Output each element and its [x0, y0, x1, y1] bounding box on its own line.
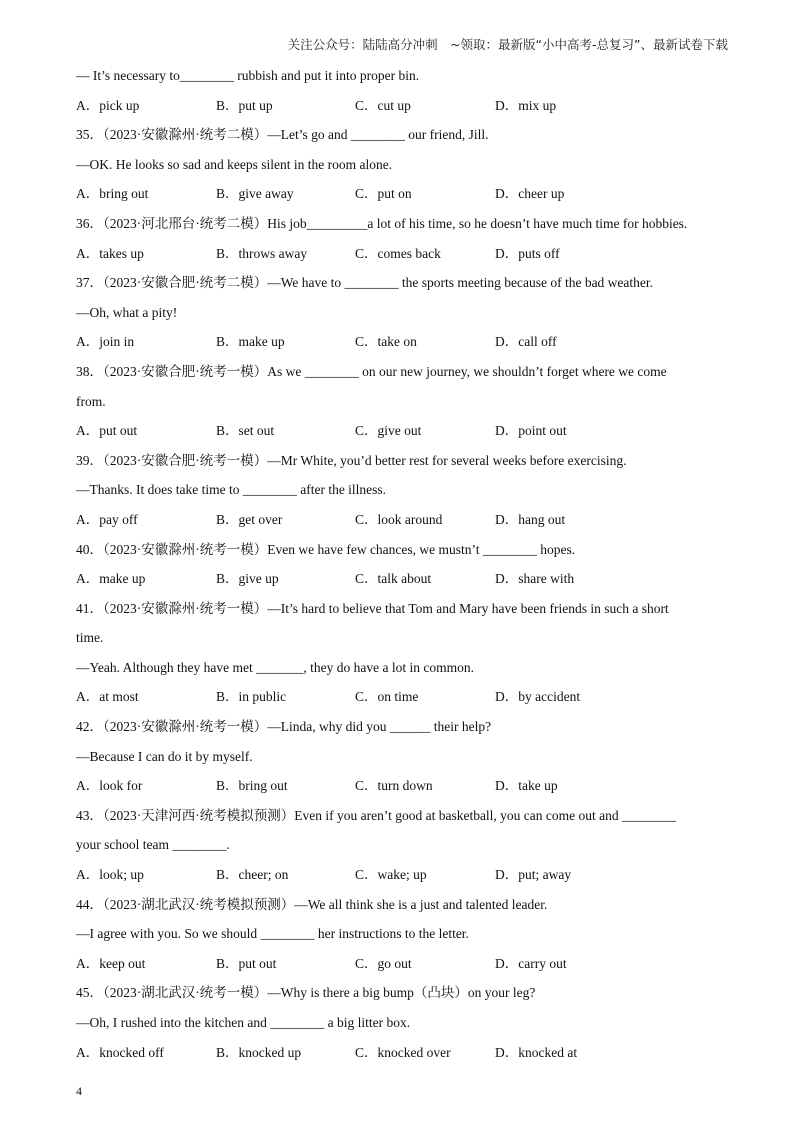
question-text: your school team ________.: [76, 837, 230, 853]
answer-option-c: C．look around: [355, 511, 443, 527]
question-text: 36．（2023·河北邢台·统考二模）His job_________a lot of his time, so he doesn’t have much time for hobbies.: [76, 215, 688, 231]
page-header: 关注公众号：陆陆高分冲刺 ~领取：最新版“小中高考-总复习”、最新试卷下载: [287, 37, 728, 52]
answer-option-c: C．talk about: [355, 571, 432, 587]
answer-option-a: A．look for: [76, 778, 143, 794]
answer-option-a: A．at most: [76, 689, 139, 705]
answer-options: [76, 564, 736, 594]
answer-option-a: A．pick up: [76, 97, 140, 113]
question-block: [76, 268, 736, 357]
answer-options: [76, 949, 736, 979]
answer-option-a: A．bring out: [76, 186, 149, 202]
answer-option-d: D．by accident: [495, 689, 581, 705]
answer-option-b: B．cheer; on: [216, 867, 289, 883]
question-text: from.: [76, 393, 106, 409]
answer-option-c: C．put on: [355, 186, 412, 202]
question-text: 39．（2023·安徽合肥·统考一模）—Mr White, you’d better rest for several weeks before exercising.: [76, 452, 627, 468]
answer-option-d: D．knocked at: [495, 1044, 578, 1060]
question-text: 42．（2023·安徽滁州·统考一模）—Linda, why did you ______ their help?: [76, 719, 492, 735]
answer-option-c: C．give out: [355, 423, 422, 439]
answer-option-b: B．throws away: [216, 245, 308, 261]
question-text: —Oh, I rushed into the kitchen and ________ a big litter box.: [76, 1015, 411, 1030]
answer-option-c: C．knocked over: [355, 1044, 451, 1060]
question-block: [76, 209, 736, 268]
answer-option-b: B．put up: [216, 97, 273, 113]
question-text: 38．（2023·安徽合肥·统考一模）As we ________ on our new journey, we shouldn’t forget where we come: [76, 363, 667, 379]
question-block: [76, 712, 736, 801]
question-block: [76, 120, 736, 209]
answer-option-b: B．set out: [216, 423, 275, 439]
answer-options: [76, 1038, 736, 1068]
question-block: [76, 801, 736, 890]
answer-option-d: D．puts off: [495, 245, 560, 261]
answer-option-d: D．take up: [495, 778, 558, 794]
question-list: [76, 61, 736, 1067]
answer-option-c: C．turn down: [355, 778, 433, 794]
answer-option-a: A．pay off: [76, 511, 138, 527]
answer-option-b: B．in public: [216, 689, 287, 705]
answer-options: [76, 682, 736, 712]
answer-options: [76, 179, 736, 209]
answer-option-d: D．put; away: [495, 867, 572, 883]
answer-option-b: B．bring out: [216, 778, 288, 794]
answer-options: [76, 860, 736, 890]
answer-option-a: A．join in: [76, 334, 135, 350]
question-block: [76, 535, 736, 594]
question-text: —I agree with you. So we should ________ her instructions to the letter.: [76, 926, 469, 942]
answer-options: [76, 239, 736, 269]
answer-option-b: B．knocked up: [216, 1044, 302, 1060]
answer-option-d: D．cheer up: [495, 186, 565, 202]
question-text: 35．（2023·安徽滁州·统考二模）—Let’s go and ________ our friend, Jill.: [76, 127, 489, 143]
page-number: 4: [76, 1084, 82, 1098]
answer-option-d: D．share with: [495, 571, 575, 587]
answer-options: [76, 505, 736, 535]
answer-option-d: D．mix up: [495, 97, 557, 113]
question-block: [76, 446, 736, 535]
question-text: 45．（2023·湖北武汉·统考一模）—Why is there a big bump（凸块）on your leg?: [76, 985, 536, 1001]
answer-option-c: C．comes back: [355, 245, 441, 261]
answer-option-c: C．wake; up: [355, 867, 427, 883]
question-text: 37．（2023·安徽合肥·统考二模）—We have to ________ the sports meeting because of the bad weather.: [76, 275, 654, 291]
question-block: [76, 61, 736, 120]
question-text: —Yeah. Although they have met _______, they do have a lot in common.: [76, 659, 474, 675]
answer-option-d: D．point out: [495, 423, 567, 439]
question-text: —Oh, what a pity!: [76, 304, 178, 320]
answer-option-b: B．make up: [216, 334, 285, 350]
answer-options: [76, 771, 736, 801]
answer-option-a: A．put out: [76, 423, 138, 439]
question-text: —Thanks. It does take time to ________ after the illness.: [76, 482, 387, 498]
answer-option-d: D．carry out: [495, 955, 567, 971]
question-text: —OK. He looks so sad and keeps silent in the room alone.: [76, 156, 393, 172]
question-block: [76, 890, 736, 979]
question-block: [76, 357, 736, 446]
answer-option-b: B．give up: [216, 571, 279, 587]
question-text: 41．（2023·安徽滁州·统考一模）—It’s hard to believe that Tom and Mary have been friends in such a short: [76, 600, 669, 616]
answer-option-a: A．knocked off: [76, 1044, 164, 1060]
question-text: 40．（2023·安徽滁州·统考一模）Even we have few chances, we mustn’t ________ hopes.: [76, 541, 576, 557]
answer-option-a: A．look; up: [76, 867, 144, 883]
answer-option-c: C．on time: [355, 689, 419, 705]
question-text: 43．（2023·天津河西·统考模拟预测）Even if you aren’t good at basketball, you can come out and ________: [76, 807, 677, 823]
question-text: —Because I can do it by myself.: [76, 748, 253, 764]
question-text: — It’s necessary to________ rubbish and put it into proper bin.: [76, 68, 420, 83]
question-text: time.: [76, 630, 104, 646]
answer-options: [76, 416, 736, 446]
answer-option-a: A．keep out: [76, 955, 146, 971]
answer-options: [76, 91, 736, 121]
answer-option-d: D．call off: [495, 334, 557, 350]
answer-option-c: C．take on: [355, 334, 417, 350]
answer-option-b: B．put out: [216, 955, 277, 971]
answer-option-c: C．cut up: [355, 97, 411, 113]
answer-option-b: B．give away: [216, 186, 294, 202]
question-block: [76, 594, 736, 712]
question-block: [76, 978, 736, 1067]
answer-option-a: A．takes up: [76, 245, 144, 261]
question-text: 44．（2023·湖北武汉·统考模拟预测）—We all think she is a just and talented leader.: [76, 896, 548, 912]
answer-option-d: D．hang out: [495, 511, 566, 527]
answer-option-b: B．get over: [216, 511, 283, 527]
answer-options: [76, 327, 736, 357]
answer-option-a: A．make up: [76, 571, 146, 587]
answer-option-c: C．go out: [355, 955, 412, 971]
